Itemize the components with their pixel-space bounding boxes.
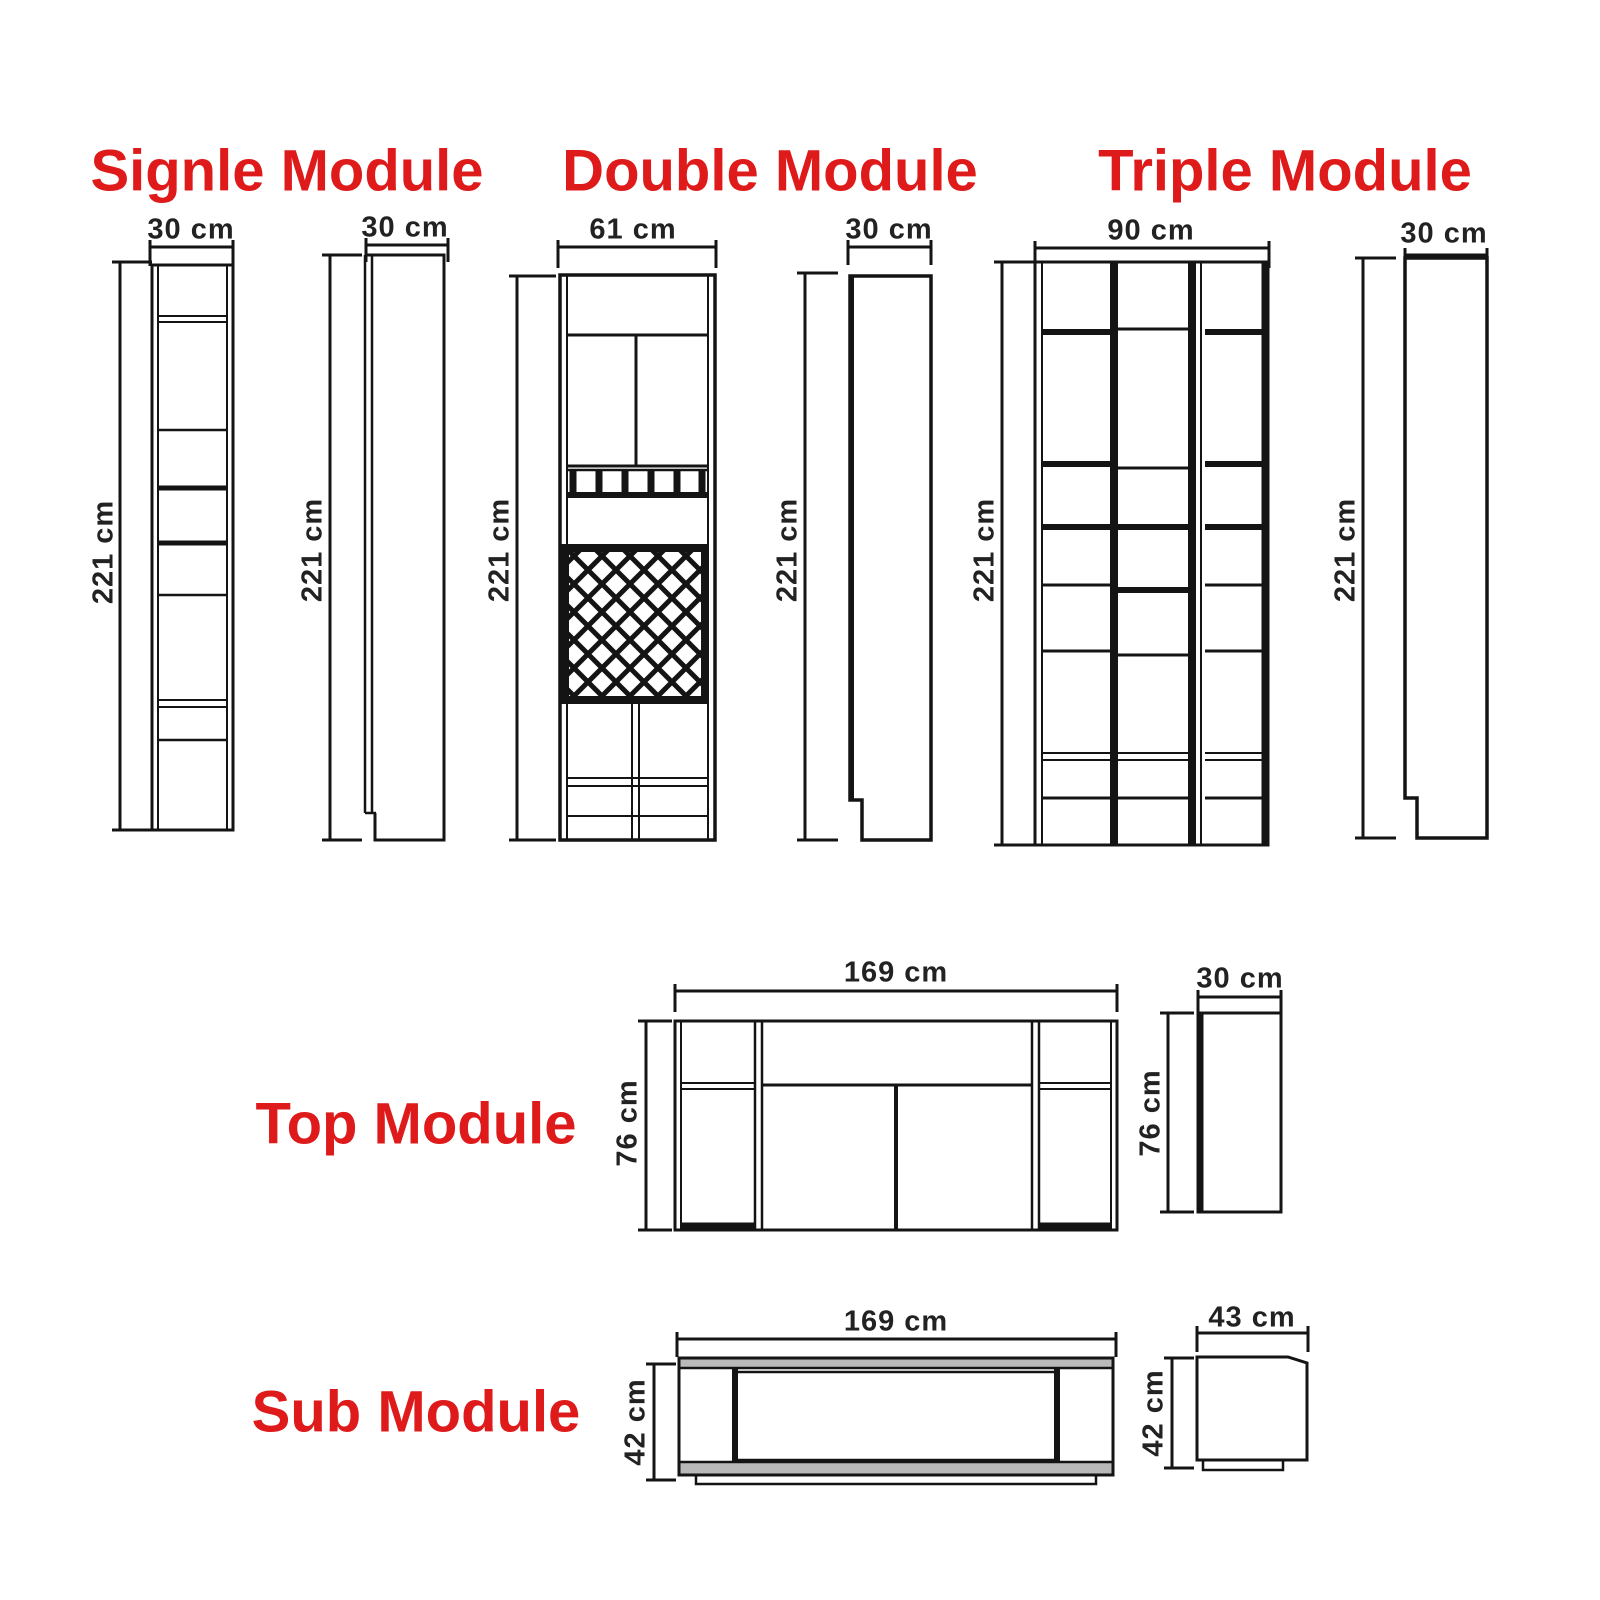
- top-module-front-view: [638, 984, 1117, 1230]
- single-front-height-label: 221 cm: [87, 499, 120, 605]
- sub-front-width-label: 169 cm: [843, 1305, 949, 1338]
- single-module-side-view: [322, 238, 448, 840]
- sub-module-title: Sub Module: [251, 1379, 581, 1445]
- sub-module-side-view: [1164, 1326, 1308, 1470]
- single-module-front-view: [112, 240, 233, 830]
- sub-module-front-view: [646, 1332, 1116, 1484]
- top-front-width-label: 169 cm: [843, 956, 949, 989]
- double-module-side-view: [797, 240, 931, 840]
- triple-front-height-label: 221 cm: [968, 497, 1001, 603]
- sub-front-height-label: 42 cm: [619, 1378, 652, 1466]
- top-side-height-label: 76 cm: [1134, 1069, 1167, 1157]
- top-module-side-view: [1160, 990, 1281, 1212]
- sub-side-height-label: 42 cm: [1137, 1369, 1170, 1457]
- single-front-width-label: 30 cm: [147, 213, 235, 246]
- single-side-width-label: 30 cm: [361, 211, 449, 244]
- triple-module-front-view: [994, 241, 1269, 845]
- triple-module-title: Triple Module: [1098, 138, 1472, 204]
- sub-side-width-label: 43 cm: [1208, 1301, 1296, 1334]
- top-module-title: Top Module: [255, 1091, 577, 1157]
- triple-module-side-view: [1355, 248, 1487, 838]
- double-front-width-label: 61 cm: [589, 213, 677, 246]
- triple-side-height-label: 221 cm: [1329, 497, 1362, 603]
- triple-front-width-label: 90 cm: [1107, 214, 1195, 247]
- single-side-height-label: 221 cm: [296, 497, 329, 603]
- double-module-title: Double Module: [562, 138, 978, 204]
- top-side-width-label: 30 cm: [1196, 962, 1284, 995]
- single-module-title: Signle Module: [90, 138, 484, 204]
- double-side-width-label: 30 cm: [845, 213, 933, 246]
- double-front-height-label: 221 cm: [483, 497, 516, 603]
- triple-side-width-label: 30 cm: [1400, 217, 1488, 250]
- double-side-height-label: 221 cm: [771, 497, 804, 603]
- top-front-height-label: 76 cm: [611, 1079, 644, 1167]
